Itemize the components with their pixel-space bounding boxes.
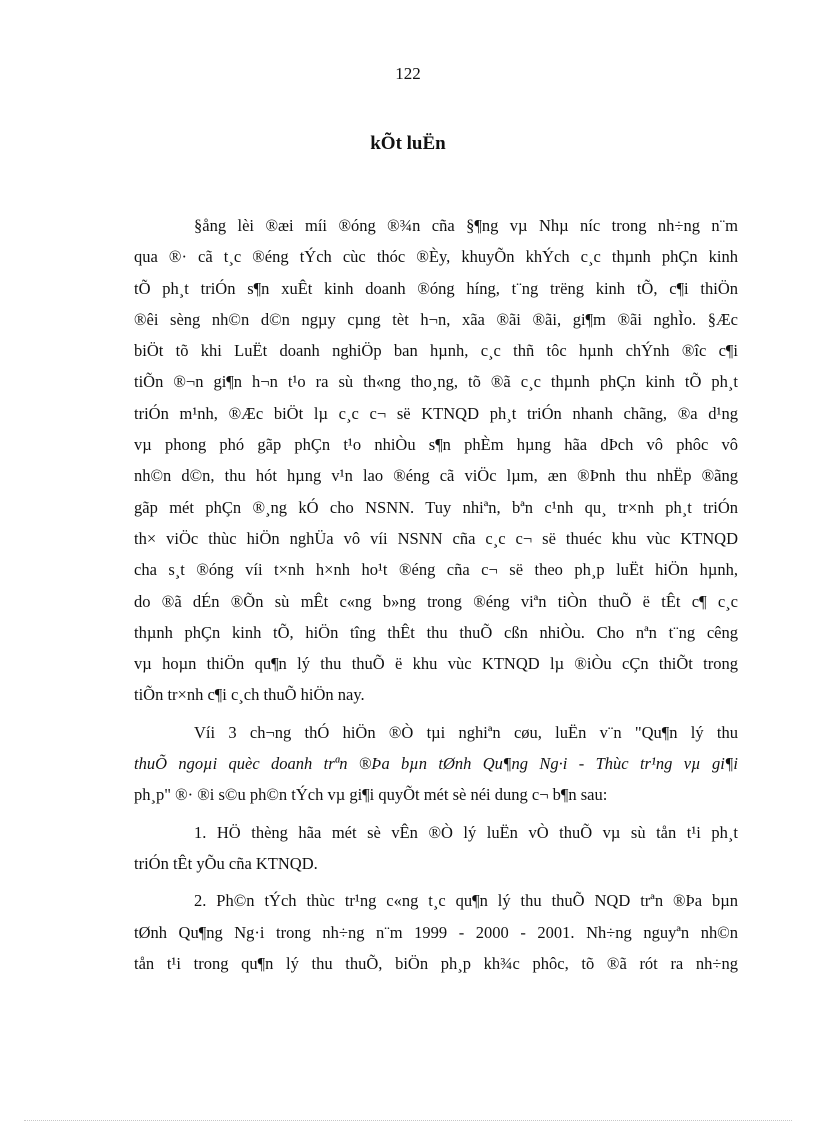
text-line: do ®ã dÉn ®Õn sù mÊt c«ng b»ng trong ®éng viªn tiÒn thuÕ ë tÊt c¶ c¸c [134,591,738,611]
text-line: tiÕn ®¬n gi¶n h¬n t¹o ra sù th«ng tho¸ng, tõ ®ã c¸c thµnh phÇn kinh tÕ ph¸t [134,372,738,392]
text-line: th× viÖc thùc hiÖn nghÜa vô víi NSNN cña c¸c c¬ së thuéc khu vùc KTNQD [134,528,738,548]
text-line: ®êi sèng nh©n d©n ngµy cµng tèt h¬n, xãa ®ãi ®ãi, gi¶m ®ãi nghÌo. §Æc [134,309,738,329]
text-line: qua ®· cã t¸c ®éng tÝch cùc thóc ®Èy, khuyÕn khÝch c¸c thµnh phÇn kinh [134,247,738,267]
text-line: tÕ ph¸t triÓn s¶n xuÊt kinh doanh ®óng híng, t¨ng trëng kinh tÕ, c¶i thiÖn [134,278,738,298]
text-line: ph¸p" ®· ®i s©u ph©n tÝch vµ gi¶i quyÕt mét sè néi dung c¬ b¶n sau: [134,785,608,805]
text-line: Víi 3 ch¬ng thÓ hiÖn ®Ò tµi nghiªn cøu, luËn v¨n "Qu¶n lý thu [194,722,738,742]
paragraph-2 [134,717,738,811]
paragraph-3 [134,817,738,880]
page-title: kÕt luËn [370,133,446,154]
text-line: triÓn m¹nh, ®Æc biÖt lµ c¸c c¬ së KTNQD ph¸t triÓn nhanh chãng, ®a d¹ng [134,403,738,423]
text-line: 2. Ph©n tÝch thùc tr¹ng c«ng t¸c qu¶n lý thu thuÕ NQD trªn ®Þa bµn [194,891,738,911]
text-line: tØnh Qu¶ng Ng·i trong nh÷ng n¨m 1999 - 2000 - 2001. Nh÷ng nguyªn nh©n [134,922,738,942]
page-bottom-rule [24,1120,792,1121]
paragraph-4 [134,885,738,979]
text-line: §ång lèi ®æi míi ®óng ®¾n cña §¶ng vµ Nhµ níc trong nh÷ng n¨m [194,216,738,235]
page-number: 122 [395,64,421,83]
text-line: vµ hoµn thiÖn qu¶n lý thu thuÕ ë khu vùc KTNQD lµ ®iÒu cÇn thiÕt trong [134,654,738,674]
paragraph-1 [134,210,738,711]
text-line: tån t¹i trong qu¶n lý thu thuÕ, biÖn ph¸p kh¾c phôc, tõ ®ã rót ra nh÷ng [134,953,738,973]
text-line: thµnh phÇn kinh tÕ, hiÖn tîng thÊt thu thuÕ cßn nhiÒu. Cho nªn t¨ng cêng [134,622,738,642]
text-line: thuÕ ngoµi quèc doanh trªn ®Þa bµn tØnh Qu¶ng Ng·i - Thùc tr¹ng vµ gi¶i [134,754,738,774]
body-text [134,210,738,979]
text-line: vµ phong phó gãp phÇn t¹o nhiÒu s¶n phÈm hµng hãa dÞch vô phôc vô [134,435,738,455]
text-line: gãp mét phÇn ®¸ng kÓ cho NSNN. Tuy nhiªn, bªn c¹nh qu¸ tr×nh ph¸t triÓn [134,497,738,517]
text-line: cha s¸t ®óng víi t×nh h×nh ho¹t ®éng cña c¬ së theo ph¸p luËt hiÖn hµnh, [134,560,738,580]
text-line: nh©n d©n, thu hót hµng v¹n lao ®éng cã viÖc lµm, æn ®Þnh thu nhËp ®ãng [134,466,738,486]
text-line: tiÕn tr×nh c¶i c¸ch thuÕ hiÖn nay. [134,685,365,705]
text-line: 1. HÖ thèng hãa mét sè vÊn ®Ò lý luËn vÒ thuÕ vµ sù tån t¹i ph¸t [194,822,738,842]
text-line: biÖt tõ khi LuËt doanh nghiÖp ban hµnh, c¸c thñ tôc hµnh chÝnh ®îc c¶i [134,341,738,361]
text-line: triÓn tÊt yÕu cña KTNQD. [134,853,318,873]
